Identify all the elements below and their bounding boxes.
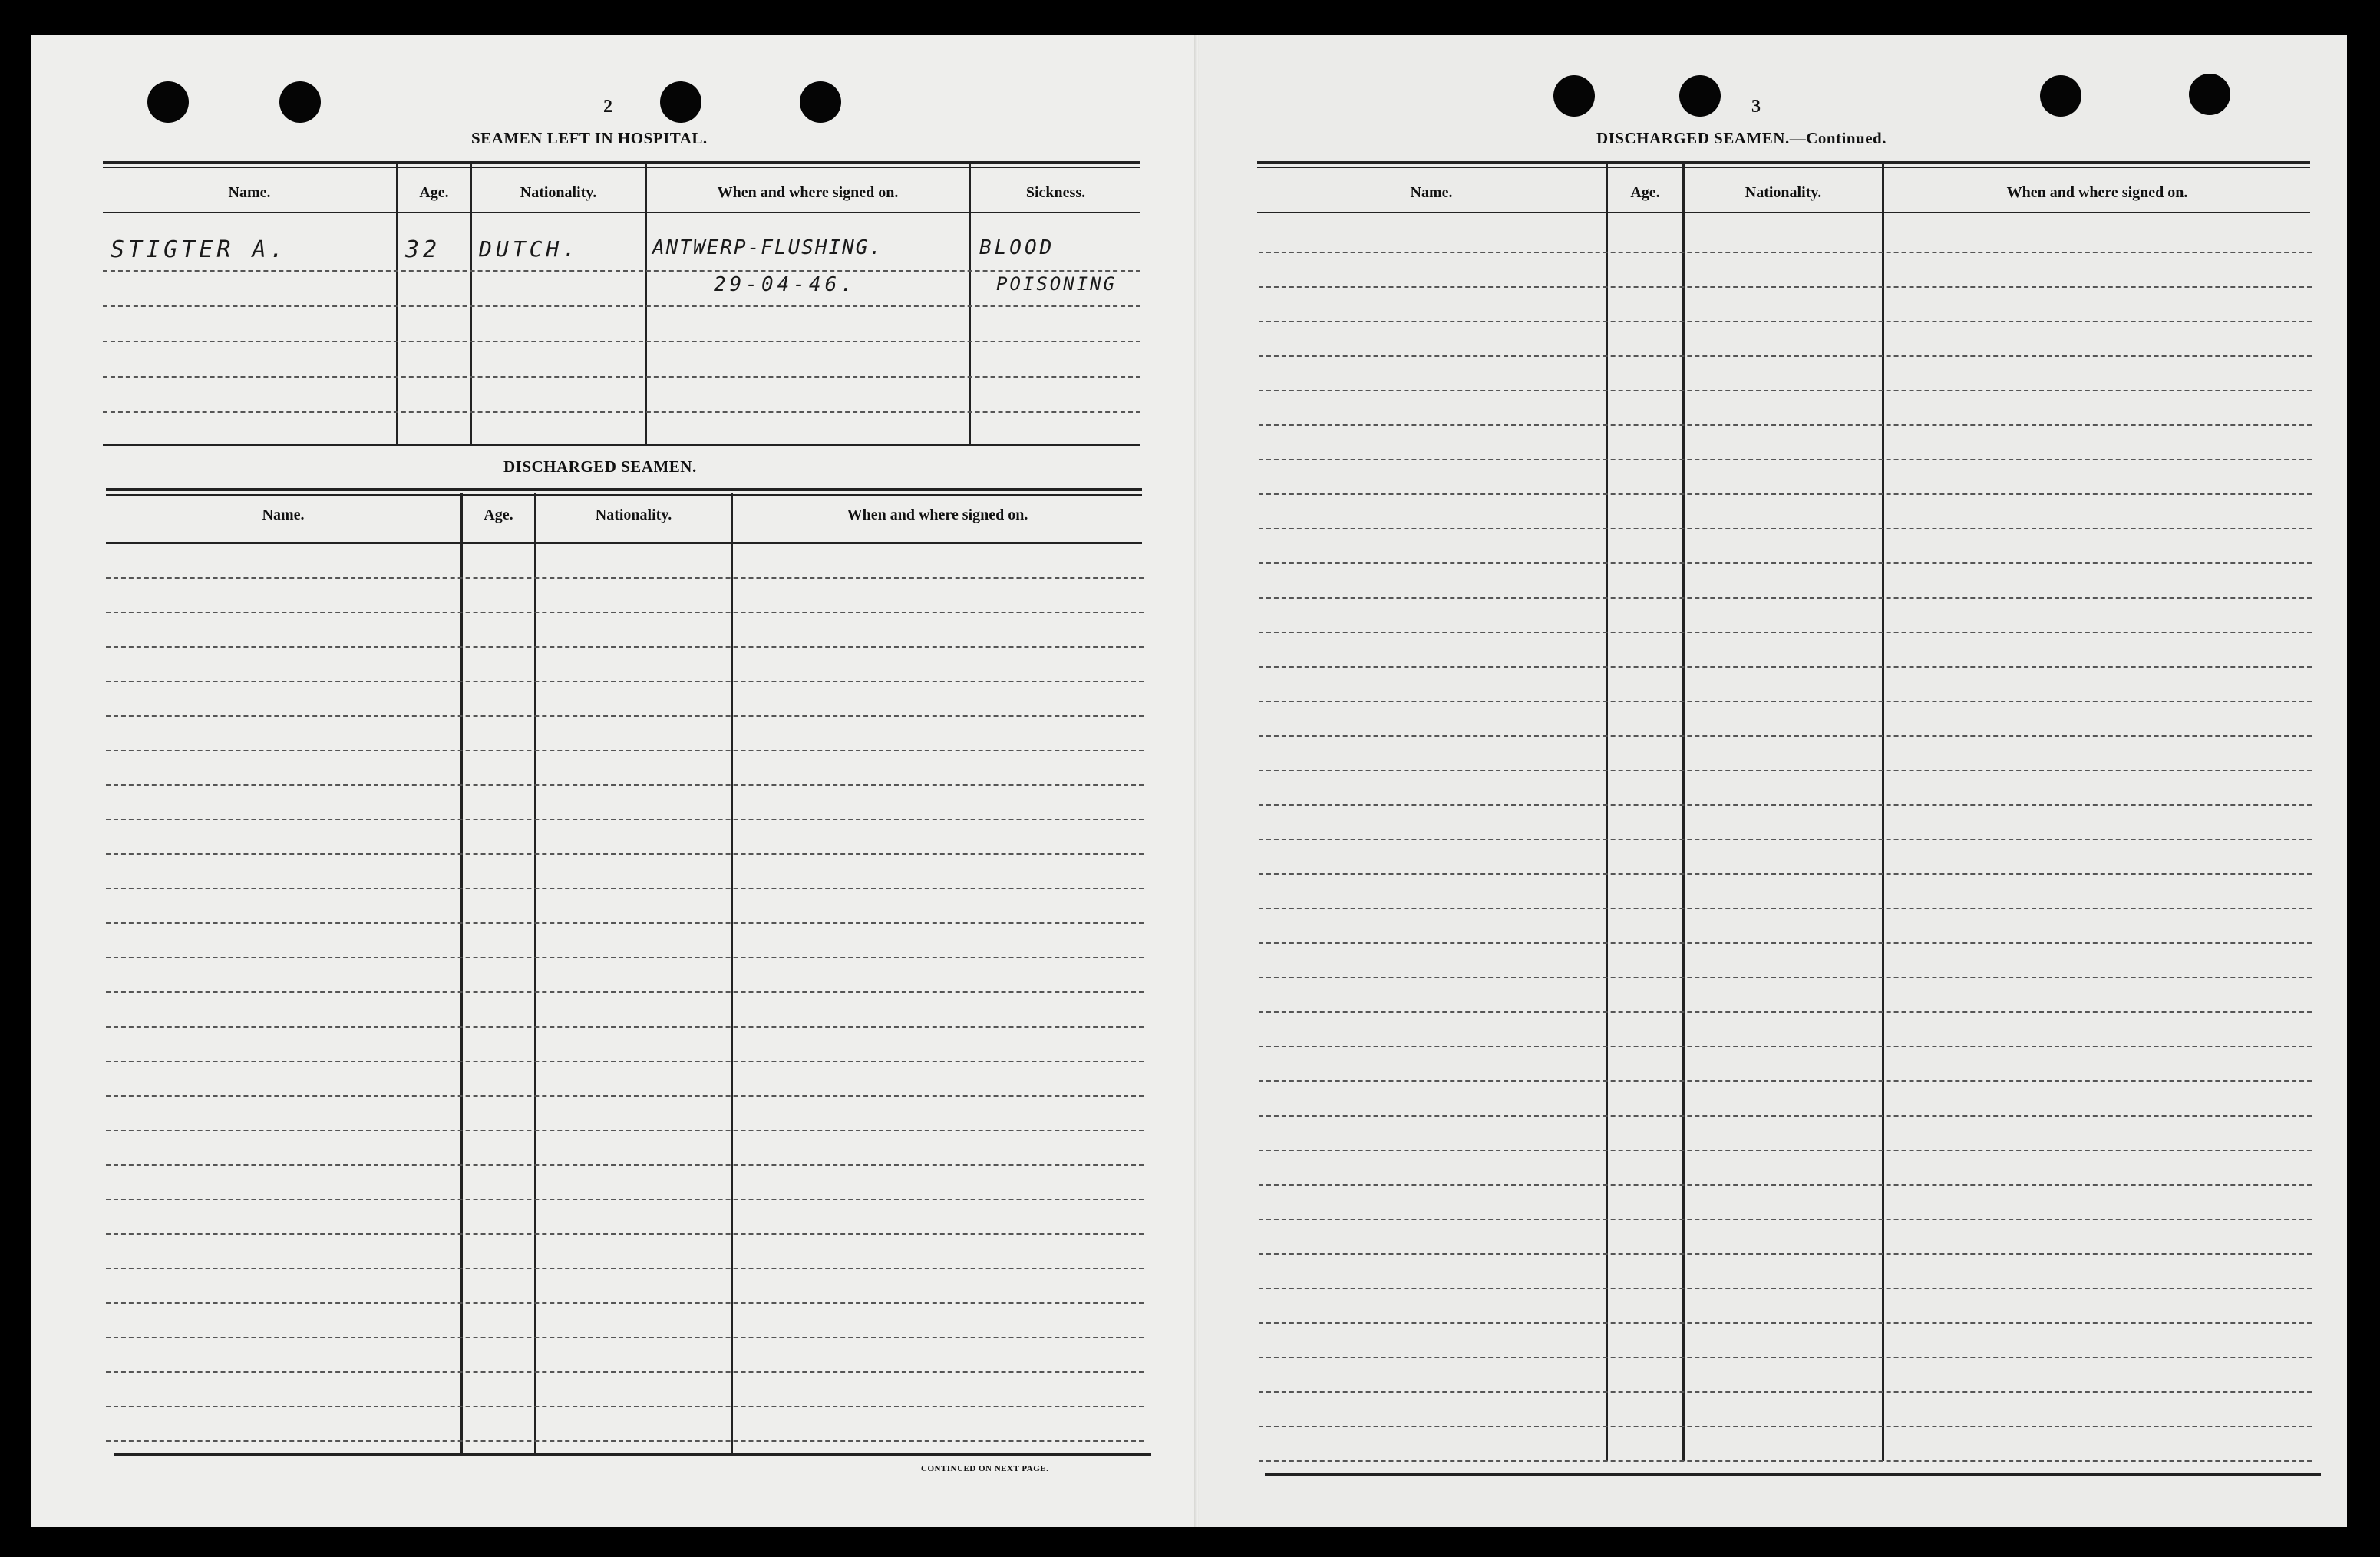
entry-line xyxy=(103,411,1140,413)
column-divider xyxy=(1882,164,1884,1461)
column-header-nationality: Nationality. xyxy=(1745,184,1822,201)
table-top-rule xyxy=(103,167,1140,168)
table-bottom-rule xyxy=(103,444,1140,446)
entry-line xyxy=(106,853,1144,855)
entry-line xyxy=(1259,1150,2312,1151)
entry-line xyxy=(106,1268,1144,1269)
punch-hole xyxy=(279,81,321,123)
entry-line xyxy=(106,1302,1144,1304)
entry-line xyxy=(1259,666,2312,668)
page-number: 2 xyxy=(603,97,612,117)
punch-hole xyxy=(2189,74,2230,115)
table-bottom-rule xyxy=(1265,1473,2321,1476)
entry-line xyxy=(1259,321,2312,322)
entry-line xyxy=(106,715,1144,717)
entry-line xyxy=(1259,1322,2312,1324)
entry-line xyxy=(106,1406,1144,1407)
entry-line xyxy=(1259,1046,2312,1047)
discharged-section-title: DISCHARGED SEAMEN. xyxy=(503,457,697,476)
hospital-entry-nationality: DUTCH. xyxy=(479,236,580,262)
column-divider xyxy=(534,493,536,1453)
entry-line xyxy=(106,1095,1144,1097)
column-header-name: Name. xyxy=(1410,184,1453,201)
column-divider xyxy=(1682,164,1685,1461)
column-header-signed-on: When and where signed on. xyxy=(717,184,899,201)
entry-line xyxy=(1259,1253,2312,1255)
entry-line xyxy=(106,957,1144,958)
column-header-sickness: Sickness. xyxy=(1025,184,1086,201)
punch-hole xyxy=(660,81,701,123)
hospital-entry-name: STIGTER A. xyxy=(111,236,288,263)
entry-line xyxy=(1259,1426,2312,1427)
column-header-age: Age. xyxy=(484,506,513,523)
column-header-name: Name. xyxy=(228,184,271,201)
entry-line xyxy=(1259,562,2312,564)
entry-line xyxy=(106,888,1144,889)
column-header-name: Name. xyxy=(262,506,305,523)
continued-note: CONTINUED ON NEXT PAGE. xyxy=(921,1464,1049,1473)
right-page xyxy=(1199,35,2347,1527)
column-header-signed-on: When and where signed on. xyxy=(2006,184,2188,201)
column-divider xyxy=(460,493,463,1453)
entry-line xyxy=(1259,1184,2312,1186)
hospital-entry-signed-on-date: 29-04-46. xyxy=(714,273,857,296)
entry-line xyxy=(1259,1011,2312,1013)
entry-line xyxy=(1259,1115,2312,1117)
column-divider xyxy=(969,164,971,444)
column-divider xyxy=(645,164,647,444)
entry-line xyxy=(1259,735,2312,737)
entry-line xyxy=(106,750,1144,751)
entry-line xyxy=(1259,873,2312,875)
discharged-continued-title: DISCHARGED SEAMEN.—Continued. xyxy=(1596,129,1887,147)
entry-line xyxy=(106,681,1144,682)
column-divider xyxy=(731,493,733,1453)
header-bottom-rule xyxy=(106,542,1142,544)
entry-line xyxy=(1259,493,2312,495)
punch-hole xyxy=(1553,75,1595,117)
entry-line xyxy=(106,1440,1144,1442)
hospital-entry-signed-on-place: ANTWERP-FLUSHING. xyxy=(652,236,883,259)
column-header-nationality: Nationality. xyxy=(520,184,597,201)
entry-line xyxy=(1259,632,2312,633)
entry-line xyxy=(1259,286,2312,288)
entry-line xyxy=(1259,977,2312,978)
entry-line xyxy=(1259,701,2312,702)
page-number: 3 xyxy=(1751,97,1761,117)
column-header-age: Age. xyxy=(1630,184,1660,201)
hospital-entry-sickness-line2: POISONING xyxy=(996,273,1117,295)
entry-line xyxy=(103,376,1140,378)
column-header-age: Age. xyxy=(419,184,449,201)
entry-line xyxy=(1259,1460,2312,1462)
column-divider xyxy=(396,164,398,444)
entry-line xyxy=(106,1199,1144,1200)
entry-line xyxy=(1259,1080,2312,1082)
punch-hole xyxy=(1679,75,1721,117)
entry-line xyxy=(106,1164,1144,1166)
entry-line xyxy=(106,1026,1144,1028)
entry-line xyxy=(106,1061,1144,1062)
column-header-signed-on: When and where signed on. xyxy=(847,506,1028,523)
entry-line xyxy=(1259,355,2312,357)
entry-line xyxy=(106,784,1144,786)
table-top-rule xyxy=(1257,167,2310,168)
entry-line xyxy=(1259,942,2312,944)
entry-line xyxy=(106,1371,1144,1373)
entry-line xyxy=(106,1337,1144,1338)
entry-line xyxy=(106,922,1144,924)
entry-line xyxy=(106,577,1144,579)
entry-line xyxy=(1259,390,2312,391)
entry-line xyxy=(106,819,1144,820)
table-top-rule xyxy=(103,161,1140,164)
entry-line xyxy=(103,341,1140,342)
left-page xyxy=(31,35,1197,1527)
entry-line xyxy=(1259,528,2312,529)
column-divider xyxy=(1606,164,1608,1461)
entry-line xyxy=(1259,424,2312,426)
table-top-rule xyxy=(1257,161,2310,164)
entry-line xyxy=(106,1233,1144,1235)
hospital-entry-sickness-line1: BLOOD xyxy=(979,236,1055,259)
entry-line xyxy=(106,646,1144,648)
entry-line xyxy=(1259,1219,2312,1220)
entry-line xyxy=(103,270,1140,272)
hospital-section-title: SEAMEN LEFT IN HOSPITAL. xyxy=(471,129,708,147)
table-top-rule xyxy=(106,488,1142,491)
entry-line xyxy=(1259,839,2312,840)
punch-hole xyxy=(147,81,189,123)
column-header-nationality: Nationality. xyxy=(595,506,672,523)
table-bottom-rule xyxy=(114,1453,1151,1456)
header-bottom-rule xyxy=(1257,212,2310,213)
entry-line xyxy=(1259,804,2312,806)
entry-line xyxy=(106,1130,1144,1131)
entry-line xyxy=(106,612,1144,613)
punch-hole xyxy=(2040,75,2081,117)
entry-line xyxy=(1259,252,2312,253)
entry-line xyxy=(1259,1391,2312,1393)
table-top-rule xyxy=(106,494,1142,496)
entry-line xyxy=(1259,908,2312,909)
entry-line xyxy=(1259,770,2312,771)
entry-line xyxy=(1259,459,2312,460)
column-divider xyxy=(470,164,472,444)
entry-line xyxy=(103,305,1140,307)
entry-line xyxy=(1259,597,2312,599)
header-bottom-rule xyxy=(103,212,1140,213)
punch-hole xyxy=(800,81,841,123)
entry-line xyxy=(1259,1357,2312,1358)
entry-line xyxy=(106,991,1144,993)
entry-line xyxy=(1259,1288,2312,1289)
hospital-entry-age: 32 xyxy=(405,236,441,263)
